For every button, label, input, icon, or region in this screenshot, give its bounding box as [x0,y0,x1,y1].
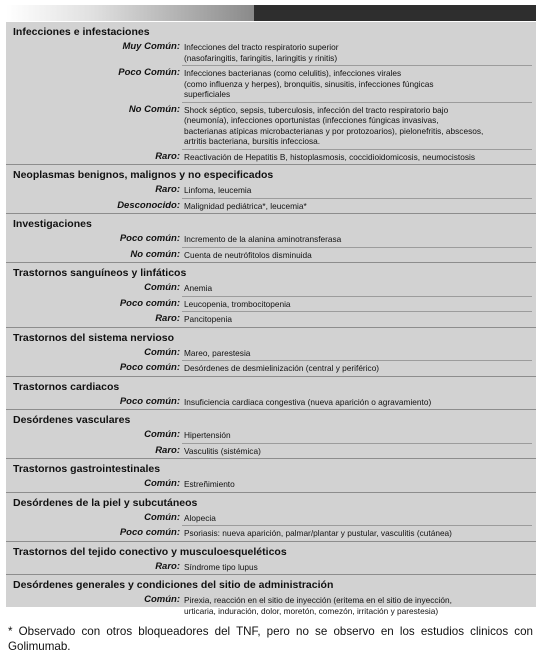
section-title: Trastornos sanguíneos y linfáticos [13,267,187,279]
table-section [6,327,536,376]
description-line: Reactivación de Hepatitis B, histoplasmosis, coccidioidomicosis, neumocistosis [184,151,475,162]
description-line: (nasofaringitis, faringitis, laringitis y rinitis) [184,52,338,63]
table-row [6,395,536,410]
reaction-description [184,562,536,573]
table-row [6,297,536,312]
table-section [6,376,536,410]
description-line: Mareo, parestesia [184,347,251,358]
reaction-description [184,185,536,196]
table-row [6,40,536,65]
reaction-description [184,595,536,616]
section-title: Trastornos cardiacos [13,380,120,393]
section-title: Infecciones e infestaciones [13,26,150,38]
table-row [6,232,536,247]
description-line: Vasculitis (sistémica) [184,445,261,456]
reaction-description [184,152,536,163]
frequency-label: Común: [144,346,180,358]
frequency-label: Raro: [155,313,180,324]
table-header-bar [6,5,536,21]
reaction-description [184,68,536,100]
reaction-description [184,250,536,261]
table-section [6,492,536,541]
reaction-description [184,513,536,524]
table-row [6,248,536,263]
reaction-description [184,528,536,539]
description-line: Pirexia, reacción en el sitio de inyección (eritema en el sitio de inyección, [184,595,452,605]
section-title: Trastornos del tejido conectivo y musculoesqueléticos [13,545,287,558]
header-dark-band [254,5,536,21]
frequency-label: Poco común: [119,395,180,407]
section-title: Desórdenes vasculares [13,414,131,426]
section-title: Trastornos del sistema nervioso [13,331,175,344]
table-row [6,526,536,541]
table-section [6,458,536,492]
frequency-label: Común: [144,594,180,605]
table-row [6,281,536,296]
table-row [6,103,536,149]
reaction-description [184,234,536,245]
frequency-label: No común: [130,248,180,260]
table-section [6,262,536,327]
reaction-description [184,430,536,441]
description-line: Shock séptico, sepsis, tuberculosis, infección del tracto respiratorio bajo [184,104,449,115]
reaction-description [184,201,536,212]
frequency-label: Poco Común: [118,67,180,78]
frequency-label: Raro: [155,560,180,572]
frequency-label: Muy Común: [122,41,180,52]
description-line: Hipertensión [184,430,231,440]
frequency-label: Raro: [155,150,180,162]
section-title: Desórdenes generales y condiciones del sitio de administración [13,579,334,591]
description-line: Estreñimiento [184,479,235,489]
description-line: Anemia [184,283,213,293]
frequency-label: Común: [144,429,180,440]
frequency-label: Común: [144,478,180,489]
reaction-description [184,283,536,294]
table-section [6,409,536,458]
table-section [6,22,536,164]
frequency-label: Raro: [155,184,180,195]
description-line: Alopecia [184,512,216,523]
description-line: Incremento de la alanina aminotransferasa [184,234,342,244]
reaction-description [184,479,536,490]
reaction-description [184,446,536,457]
section-title: Desórdenes de la piel y subcutáneos [13,496,198,509]
table-section [6,541,536,575]
table-row [6,66,536,102]
description-line: Infecciones bacterianas (como celulitis), infecciones virales [184,68,402,78]
table-row [6,150,536,165]
description-line: Síndrome tipo lupus [184,561,258,572]
section-title: Neoplasmas benignos, malignos y no especificados [13,169,274,181]
description-line: (como influenza y herpes), bronquitis, sinusitis, infecciones fúngicas [184,78,434,89]
description-line: artritis bacteriana, bursitis infecciosa. [184,136,321,146]
footnote: * Observado con otros bloqueadores del TNF, pero no se observo en los estudios clinicos con Golimumab. [8,625,533,653]
frequency-label: Raro: [155,444,180,456]
frequency-label: Poco común: [119,233,180,244]
table-row [6,444,536,459]
table-row [6,560,536,575]
frequency-label: No Común: [128,103,180,115]
description-line: urticaria, induración, dolor, moretón, comezón, irritación y parestesia) [184,605,439,616]
reaction-description [184,42,536,63]
description-line: Linfoma, leucemia [184,185,252,195]
adverse-reactions-table [6,22,536,616]
frequency-label: Poco común: [119,362,180,373]
table-row [6,511,536,526]
description-line: Leucopenia, trombocitopenia [184,298,291,309]
description-line: Infecciones del tracto respiratorio superior [184,42,339,52]
reaction-description [184,363,536,374]
table-row [6,183,536,198]
reaction-description [184,348,536,359]
frequency-label: Poco común: [119,297,180,309]
table-section [6,164,536,213]
description-line: Desórdenes de desmielinización (central y periférico) [184,363,380,373]
description-line: Psoriasis: nueva aparición, palmar/plantar y pustular, vasculitis (cutánea) [184,528,452,538]
frequency-label: Desconocido: [117,199,180,211]
table-row [6,477,536,492]
description-line: Pancitopenia [184,314,232,324]
frequency-label: Poco común: [119,527,180,538]
frequency-label: Común: [144,511,180,523]
description-line: Cuenta de neutrófitolos disminuida [184,249,312,260]
reaction-description [184,105,536,147]
table-row [6,361,536,376]
table-row [6,312,536,327]
reaction-description [184,314,536,325]
description-line: (neumonía), infecciones oportunistas (infecciones fúngicas invasivas, [184,115,439,125]
description-line: Malignidad pediátrica*, leucemia* [184,200,307,211]
description-line: bacterianas atípicas microbacterianas y por protozoarios), pielonefritis, abscesos, [184,125,484,136]
description-line: superficiales [184,89,231,99]
table-section [6,213,536,262]
frequency-label: Común: [144,282,180,293]
table-section [6,574,536,618]
description-line: Insuficiencia cardiaca congestiva (nueva aparición o agravamiento) [184,396,432,407]
reaction-description [184,397,536,408]
header-gradient [6,5,254,21]
table-row [6,199,536,214]
section-title: Investigaciones [13,218,92,230]
table-row [6,428,536,443]
section-title: Trastornos gastrointestinales [13,463,161,475]
table-row [6,593,536,618]
reaction-description [184,299,536,310]
table-row [6,346,536,361]
